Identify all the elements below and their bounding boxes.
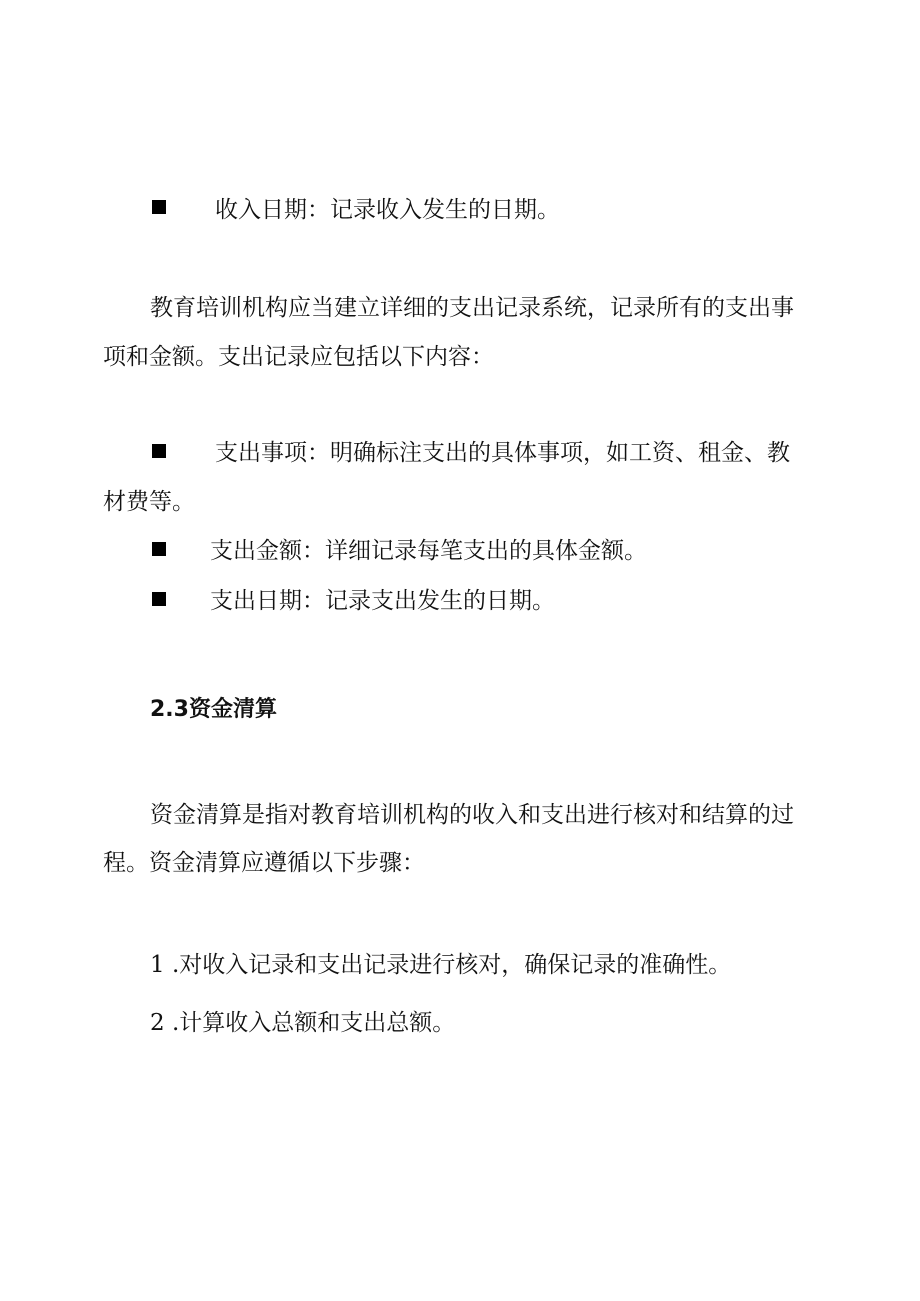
square-bullet-icon bbox=[152, 542, 166, 556]
square-bullet-icon bbox=[152, 592, 166, 606]
paragraph-line: 程。资金清算应遵循以下步骤： bbox=[103, 850, 425, 876]
bullet-text: 支出事项：明确标注支出的具体事项，如工资、租金、教 bbox=[215, 440, 790, 466]
step-2: 2 .计算收入总额和支出总额。 bbox=[150, 1010, 456, 1036]
bullet-text: 支出金额：详细记录每笔支出的具体金额。 bbox=[210, 538, 647, 564]
section-heading: 2.3资金清算 bbox=[150, 697, 277, 722]
bullet-text: 收入日期：记录收入发生的日期。 bbox=[215, 197, 560, 223]
paragraph-line: 资金清算是指对教育培训机构的收入和支出进行核对和结算的过 bbox=[150, 802, 794, 828]
bullet-text: 支出日期：记录支出发生的日期。 bbox=[210, 588, 555, 614]
paragraph-line: 教育培训机构应当建立详细的支出记录系统，记录所有的支出事 bbox=[150, 295, 794, 321]
paragraph-line: 项和金额。支出记录应包括以下内容： bbox=[103, 344, 494, 370]
square-bullet-icon bbox=[152, 200, 166, 214]
step-1: 1 .对收入记录和支出记录进行核对，确保记录的准确性。 bbox=[150, 952, 732, 978]
bullet-text-continuation: 材费等。 bbox=[103, 489, 195, 515]
square-bullet-icon bbox=[152, 444, 166, 458]
